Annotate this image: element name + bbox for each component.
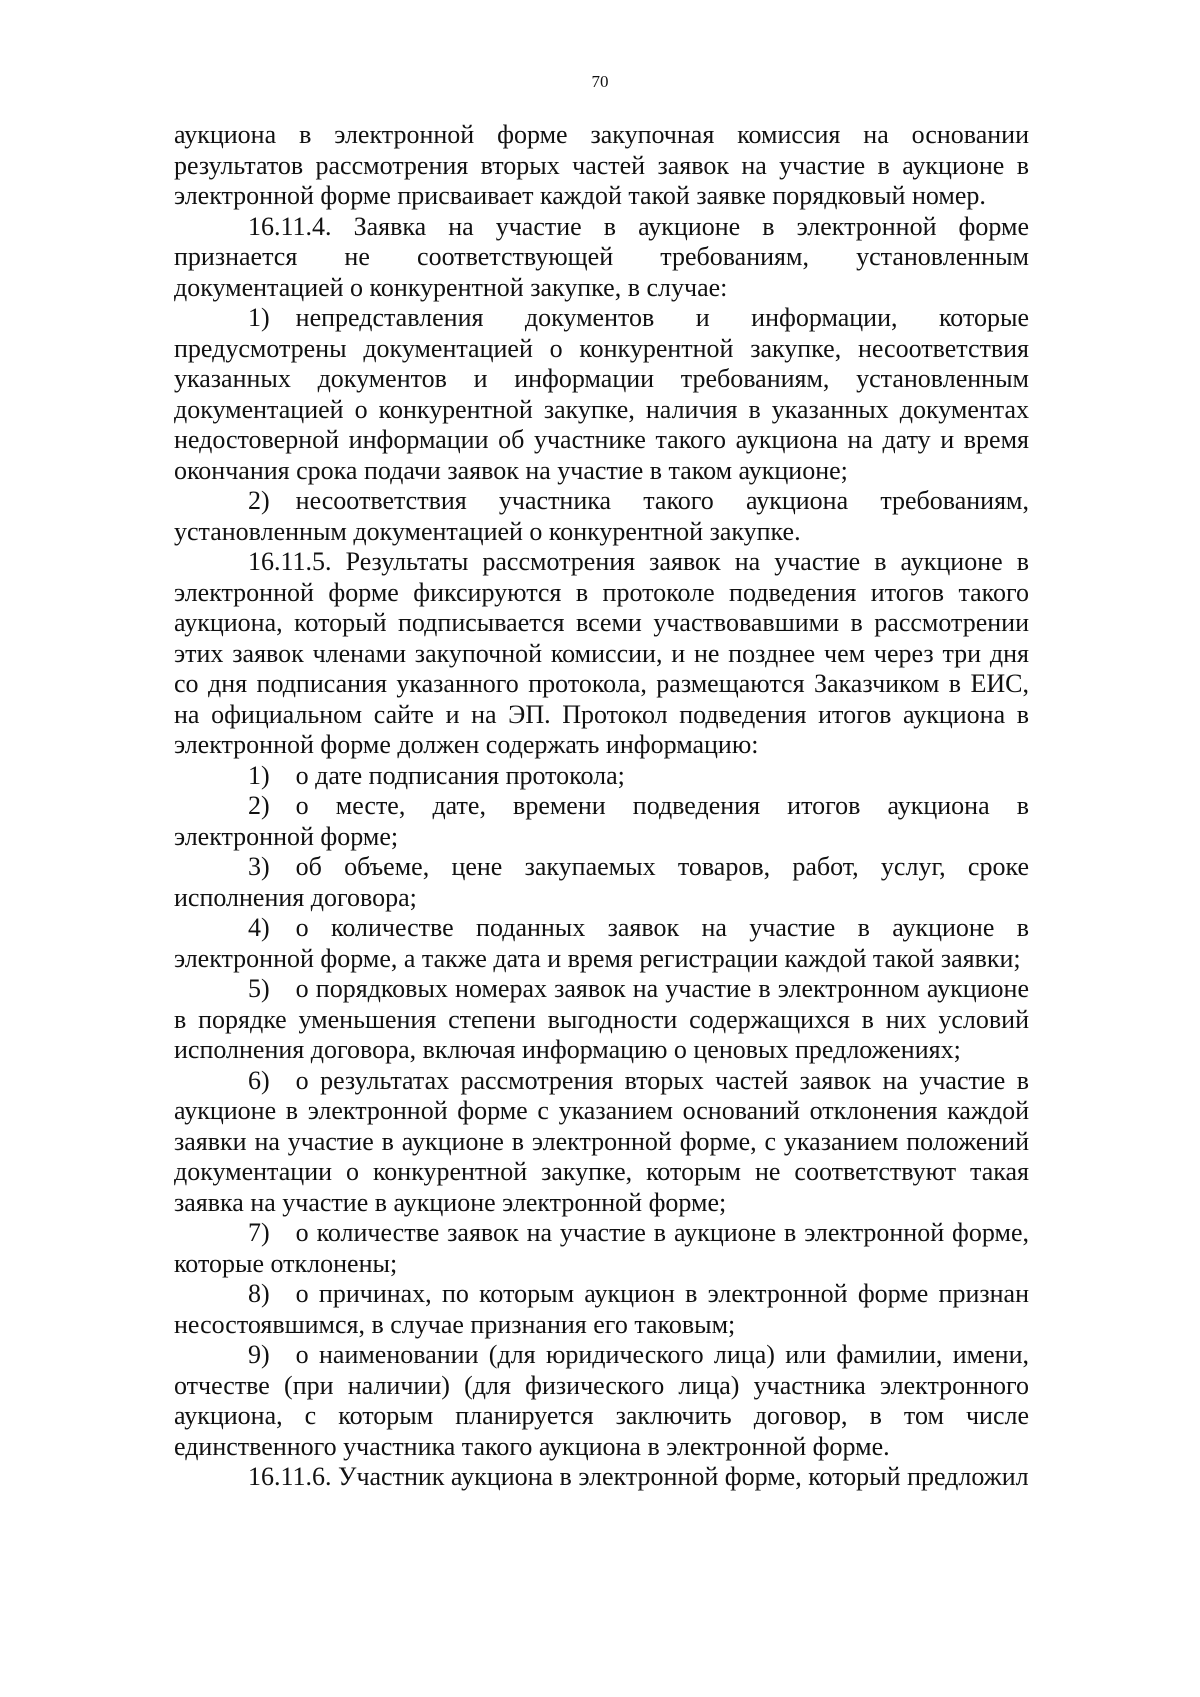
clause-16-11-5: 16.11.5. Результаты рассмотрения заявок на участие в аукционе в электронной форме фиксируются в протоколе подведения итогов такого аукциона, который подписывается всеми участвовавшими в рассмотрении этих заявок членами закупочной комиссии, и не позднее чем через три дня со дня подписания указанного протокола, размещаются Заказчиком в ЕИС, на официальном сайте и на ЭП. Протокол подведения итогов аукциона в электронной форме должен содержать информацию: (174, 547, 1029, 759)
protocol-item-2: 2) о месте, дате, времени подведения итогов аукциона в электронной форме; (174, 791, 1029, 851)
clause-16-11-4: 16.11.4. Заявка на участие в аукционе в электронной форме признается не соответствующей требованиям, установленным документацией о конкурентной закупке, в случае: (174, 211, 1029, 302)
protocol-item-6: 6) о результатах рассмотрения вторых частей заявок на участие в аукционе в электронной форме с указанием оснований отклонения каждой заявки на участие в аукционе в электронной форме, с указанием положений документации о конкурентной закупке, которым не соответствуют такая заявка на участие в аукционе электронной форме; (174, 1065, 1029, 1217)
paragraph-continuation: аукциона в электронной форме закупочная комиссия на основании результатов рассмотрения вторых частей заявок на участие в аукционе в электронной форме присваивает каждой такой заявке порядковый номер. (174, 120, 1029, 210)
clause-16-11-6: 16.11.6. Участник аукциона в электронной форме, который предложил (248, 1462, 1029, 1491)
protocol-item-8: 8) о причинах, по которым аукцион в электронной форме признан несостоявшимся, в случае признания его таковым; (174, 1279, 1029, 1339)
list-item-2: 2) несоответствия участника такого аукциона требованиям, установленным документацией о конкурентной закупке. (174, 486, 1029, 546)
protocol-item-3: 3) об объеме, цене закупаемых товаров, работ, услуг, сроке исполнения договора; (174, 852, 1029, 912)
protocol-item-7: 7) о количестве заявок на участие в аукционе в электронной форме, которые отклонены; (174, 1218, 1029, 1278)
list-item-1: 1) непредставления документов и информации, которые предусмотрены документацией о конкурентной закупке, несоответствия указанных документов и информации требованиям, установленным документацией о конкурентной закупке, наличия в указанных документах недостоверной информации об участнике такого аукциона на дату и время окончания срока подачи заявок на участие в таком аукционе; (174, 303, 1029, 485)
page-number: 70 (591, 72, 609, 91)
protocol-item-9: 9) о наименовании (для юридического лица) или фамилии, имени, отчестве (при наличии) (для физического лица) участника электронного аукциона, с которым планируется заключить договор, в том числе единственного участника такого аукциона в электронной форме. (174, 1340, 1029, 1461)
protocol-item-4: 4) о количестве поданных заявок на участие в аукционе в электронной форме, а также дата и время регистрации каждой такой заявки; (174, 913, 1029, 973)
protocol-item-1: 1) о дате подписания протокола; (248, 760, 625, 790)
document-body (174, 120, 1029, 1493)
protocol-item-5: 5) о порядковых номерах заявок на участие в электронном аукционе в порядке уменьшения степени выгодности содержащихся в них условий исполнения договора, включая информацию о ценовых предложениях; (174, 974, 1029, 1064)
